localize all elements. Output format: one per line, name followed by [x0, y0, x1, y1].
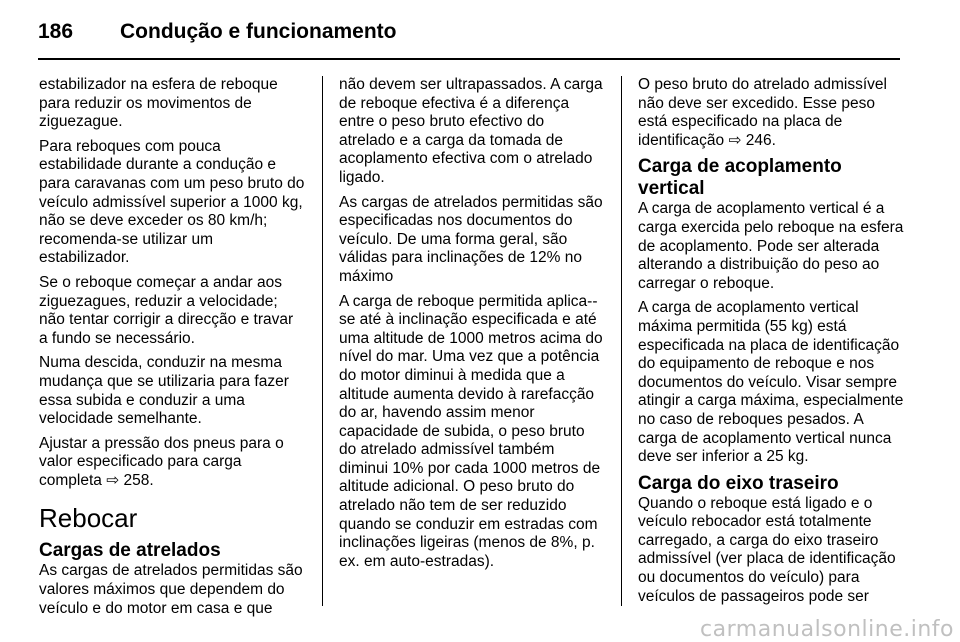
- paragraph: Numa descida, conduzir na mesma mudança que se utilizaria para fazer essa subida e conduzir a uma velocidade semelhante.: [39, 354, 289, 428]
- section-title: Rebocar: [39, 503, 138, 534]
- paragraph: estabilizador na esfera de reboque para reduzir os movimentos de ziguezague.: [39, 76, 278, 131]
- column-3: [638, 76, 904, 612]
- paragraph: A carga de acoplamento vertical é a carga exercida pelo reboque na esfera de acoplamento. Pode ser alterada alterando a distribuição do peso ao carregar o reboque.: [638, 200, 904, 292]
- paragraph: Ajustar a pressão dos pneus para o valor especificado para carga completa ⇨ 258.: [39, 434, 284, 489]
- column-divider: [322, 76, 323, 606]
- column-2: [339, 76, 604, 577]
- paragraph: As cargas de atrelados permitidas são valores máximos que dependem do veículo e do motor em casa e que: [39, 562, 303, 617]
- header-rule: [38, 58, 900, 60]
- subsection-title: Carga de acoplamento vertical: [638, 156, 842, 200]
- paragraph: A carga de acoplamento vertical máxima permitida (55 kg) está especificada na placa de identificação do equipamento de reboque e nos documentos do veículo. Visar sempre atingir a carga máxima, especialmente no caso de reboques pesados. A carga de acoplamento vertical nunca deve ser inferior a 25 kg.: [638, 299, 904, 466]
- page-number: 186: [38, 20, 74, 43]
- paragraph: As cargas de atrelados permitidas são especificadas nos documentos do veículo. De uma forma geral, são válidas para inclinações de 12% no máximo: [339, 193, 603, 285]
- paragraph: não devem ser ultrapassados. A carga de reboque efectiva é a diferença entre o peso bruto efectivo do atrelado e a carga da tomada de acoplamento efectiva com o atrelado ligado.: [339, 76, 603, 186]
- paragraph: Para reboques com pouca estabilidade durante a condução e para caravanas com um peso bruto do veículo admissível superior a 1000 kg, não se deve exceder os 80 km/h; recomenda-se utilizar um estabilizador.: [39, 137, 305, 267]
- paragraph: Se o reboque começar a andar aos ziguezagues, reduzir a velocidade; não tentar corrigir a direcção e travar a fundo se necessário.: [39, 273, 294, 347]
- paragraph: A carga de reboque permitida aplica--se até à inclinação especificada e até uma altitude de 1000 metros acima do nível do mar. Uma vez que a potência do motor diminui à medida que a altitude aumenta devido à rarefacção do ar, havendo assim menor capacidade de subida, o peso bruto do atrelado admissível também diminui 10% por cada 1000 metros de altitude adicional. O peso bruto do atrelado não tem de ser reduzido quando se conduzir em estradas com inclinações ligeiras (menos de 8%, p. ex. em auto-estradas).: [339, 292, 603, 570]
- column-divider: [621, 76, 622, 606]
- paragraph: Quando o reboque está ligado e o veículo rebocador está totalmente carregado, a carga do eixo traseiro admissível (ver placa de identificação ou documentos do veículo) para veículos de passageiros pode ser: [638, 494, 896, 605]
- paragraph: O peso bruto do atrelado admissível não deve ser excedido. Esse peso está especificado na placa de identificação ⇨ 246.: [638, 76, 887, 149]
- watermark-text: carmanualsonline.info: [700, 617, 954, 642]
- subsection-title: Carga do eixo traseiro: [638, 472, 839, 494]
- page-title: Condução e funcionamento: [120, 20, 397, 43]
- subsection-title: Cargas de atrelados: [39, 540, 221, 562]
- column-1: [39, 76, 305, 624]
